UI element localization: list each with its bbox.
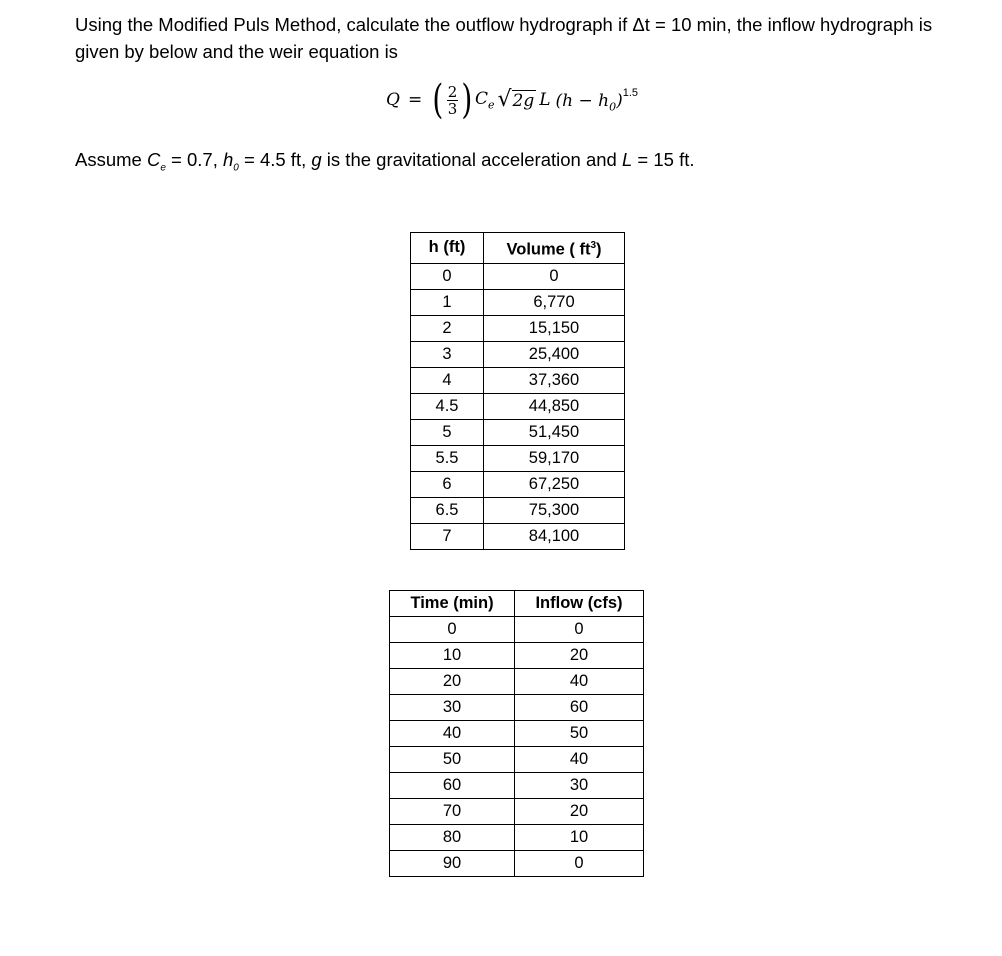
inflow-table-header xyxy=(390,591,644,617)
eq-coef: $C_e$ xyxy=(474,88,495,112)
table-row xyxy=(390,799,644,825)
table-row xyxy=(411,523,625,549)
table-cell-h: 7 xyxy=(411,523,484,549)
table-cell-time: 40 xyxy=(390,721,515,747)
table-cell-inflow: 0 xyxy=(515,617,644,643)
assumptions-text: Assume $C_e = 0.7$, $h_0 = 4.5$ ft, g is the gravitational acceleration and L = 15 ft. xyxy=(75,149,695,174)
table-cell-volume: 37,360 xyxy=(484,367,625,393)
eq-lhs: Q xyxy=(386,90,400,110)
table-row xyxy=(411,471,625,497)
eq-fraction-group: ( $\frac{2}{3}$ ) xyxy=(432,77,473,123)
table-cell-volume: 59,170 xyxy=(484,445,625,471)
table-row xyxy=(390,643,644,669)
table-cell-h: 0 xyxy=(411,263,484,289)
table-cell-h: 1 xyxy=(411,289,484,315)
table-cell-volume: 51,450 xyxy=(484,419,625,445)
table-cell-time: 70 xyxy=(390,799,515,825)
inflow-table xyxy=(389,590,644,877)
table-cell-inflow: 40 xyxy=(515,669,644,695)
table-row xyxy=(411,263,625,289)
table-cell-inflow: 60 xyxy=(515,695,644,721)
table-row xyxy=(390,669,644,695)
table-cell-h: 4.5 xyxy=(411,393,484,419)
eq-equals: = xyxy=(407,90,423,110)
table-cell-inflow: 50 xyxy=(515,721,644,747)
table-row xyxy=(390,825,644,851)
eq-sqrt: √ 2g xyxy=(497,87,535,112)
table-row xyxy=(411,341,625,367)
table-cell-time: 60 xyxy=(390,773,515,799)
volume-table xyxy=(410,232,625,550)
table-cell-volume: 67,250 xyxy=(484,471,625,497)
volume-table-header xyxy=(411,233,625,264)
table-cell-time: 50 xyxy=(390,747,515,773)
table-row xyxy=(411,419,625,445)
table-row xyxy=(390,851,644,877)
eq-frac-den: 3 xyxy=(447,99,458,118)
table-cell-time: 0 xyxy=(390,617,515,643)
table-cell-time: 30 xyxy=(390,695,515,721)
weir-equation xyxy=(386,76,638,124)
table-cell-time: 20 xyxy=(390,669,515,695)
table-row xyxy=(390,773,644,799)
table-row xyxy=(411,497,625,523)
eq-length: L xyxy=(539,90,551,110)
table-cell-h: 5 xyxy=(411,419,484,445)
table-cell-inflow: 40 xyxy=(515,747,644,773)
table-cell-inflow: 20 xyxy=(515,643,644,669)
table-cell-inflow: 0 xyxy=(515,851,644,877)
eq-sqrt-arg: 2g xyxy=(512,91,535,111)
table-row xyxy=(411,289,625,315)
table-cell-inflow: 20 xyxy=(515,799,644,825)
table-cell-h: 5.5 xyxy=(411,445,484,471)
table-cell-volume: 15,150 xyxy=(484,315,625,341)
header-h: h (ft) xyxy=(411,233,484,264)
table-row xyxy=(390,721,644,747)
table-cell-volume: 44,850 xyxy=(484,393,625,419)
header-inflow: Inflow (cfs) xyxy=(515,591,644,617)
table-cell-time: 10 xyxy=(390,643,515,669)
table-cell-inflow: 30 xyxy=(515,773,644,799)
header-time: Time (min) xyxy=(390,591,515,617)
table-row xyxy=(390,695,644,721)
table-cell-volume: 0 xyxy=(484,263,625,289)
table-row xyxy=(390,617,644,643)
table-row xyxy=(411,367,625,393)
table-cell-h: 3 xyxy=(411,341,484,367)
table-row xyxy=(411,393,625,419)
table-cell-time: 80 xyxy=(390,825,515,851)
table-row xyxy=(411,315,625,341)
table-cell-volume: 25,400 xyxy=(484,341,625,367)
table-cell-time: 90 xyxy=(390,851,515,877)
eq-frac-num: 2 xyxy=(447,82,458,101)
eq-head-term: $(h - h_0)^{1.5}$ xyxy=(555,86,639,114)
problem-intro: Using the Modified Puls Method, calculate the outflow hydrograph if Δt = 10 min, the inflow hydrograph is given by below and the weir equation is xyxy=(75,14,933,62)
table-cell-h: 4 xyxy=(411,367,484,393)
table-cell-volume: 75,300 xyxy=(484,497,625,523)
table-cell-h: 6.5 xyxy=(411,497,484,523)
table-cell-volume: 84,100 xyxy=(484,523,625,549)
table-cell-h: 6 xyxy=(411,471,484,497)
table-cell-h: 2 xyxy=(411,315,484,341)
table-row xyxy=(390,747,644,773)
table-row xyxy=(411,445,625,471)
table-cell-volume: 6,770 xyxy=(484,289,625,315)
table-cell-inflow: 10 xyxy=(515,825,644,851)
header-volume: Volume ( $ft^3$) xyxy=(484,233,625,264)
eq-fraction xyxy=(447,84,459,117)
